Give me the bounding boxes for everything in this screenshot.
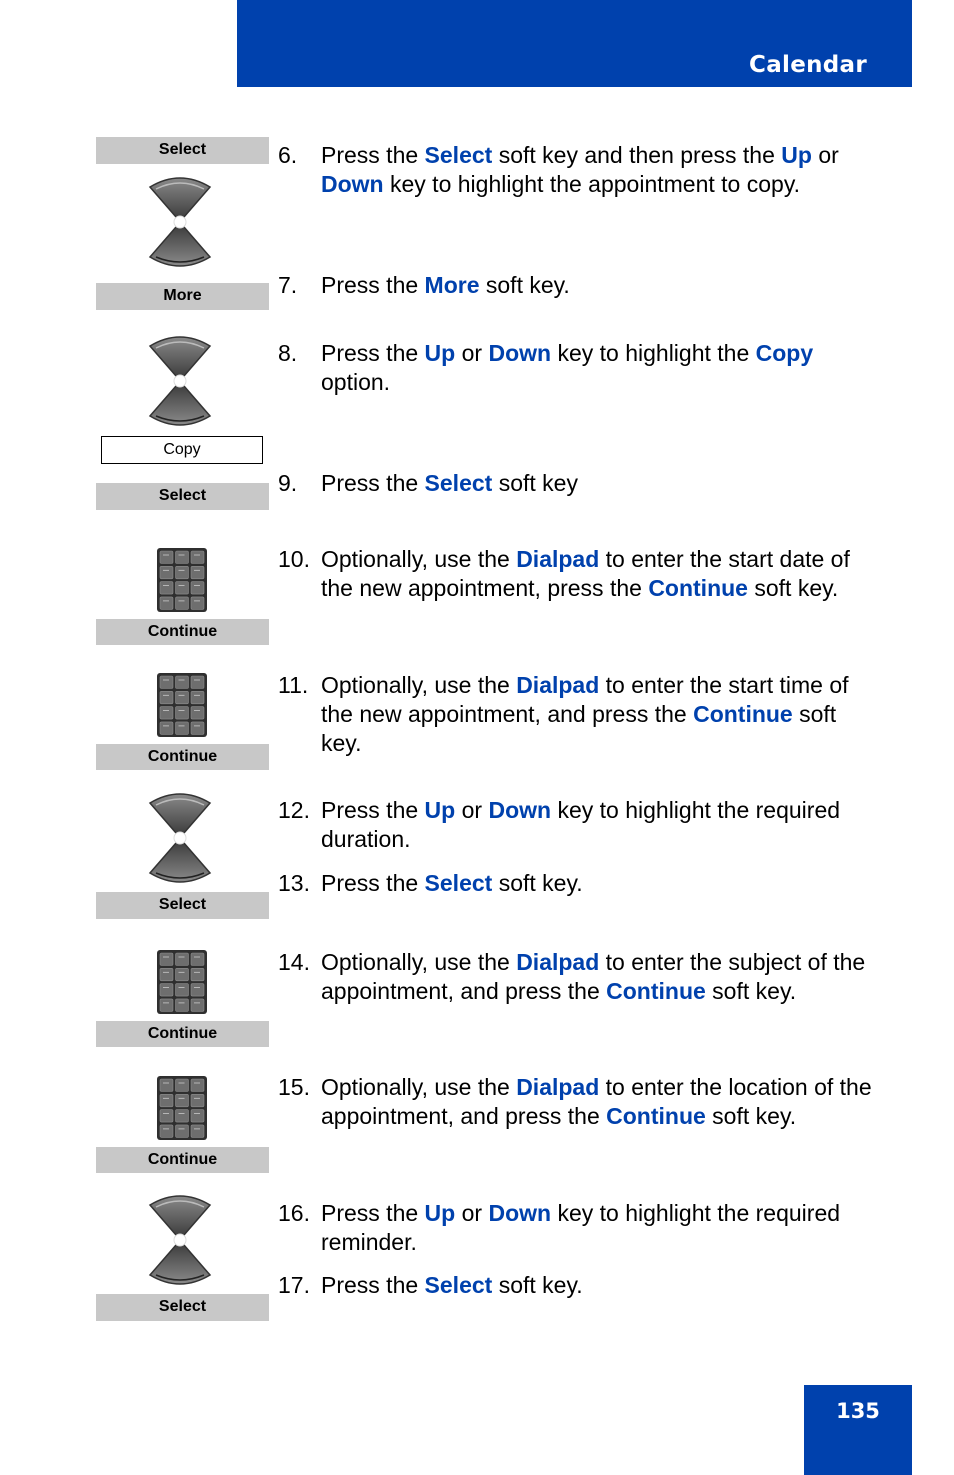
keyword: Dialpad bbox=[516, 1074, 600, 1100]
header-bar bbox=[237, 0, 912, 87]
dialpad-icon bbox=[157, 673, 207, 737]
step-number: 14. bbox=[278, 949, 310, 975]
keyword: Up bbox=[424, 1200, 456, 1226]
select-softkey: Select bbox=[96, 137, 269, 164]
step-text: Press the Select soft key bbox=[321, 470, 578, 496]
step-text: Press the Up or Down key to highlight the required duration. bbox=[321, 797, 841, 852]
keyword: Select bbox=[424, 870, 493, 896]
up-down-navigation-key-icon bbox=[148, 1191, 212, 1289]
step-text: Press the Up or Down key to highlight the required reminder. bbox=[321, 1200, 841, 1255]
keyword: Dialpad bbox=[516, 949, 600, 975]
step-text: Optionally, use the Dialpad to enter the subject of the appointment, and press the Continue soft key. bbox=[321, 949, 866, 1004]
keyword: Continue bbox=[606, 978, 706, 1004]
keyword: Dialpad bbox=[516, 672, 600, 698]
step-number: 16. bbox=[278, 1200, 310, 1226]
continue-softkey: Continue bbox=[96, 744, 269, 770]
more-softkey: More bbox=[96, 283, 269, 310]
keyword: Down bbox=[488, 1200, 552, 1226]
step-text: Press the More soft key. bbox=[321, 272, 570, 298]
step-text: Optionally, use the Dialpad to enter the start time of the new appointment, and press the Continue soft key. bbox=[321, 672, 849, 756]
step-text: Optionally, use the Dialpad to enter the location of the appointment, and press the Continue soft key. bbox=[321, 1074, 872, 1129]
step-number: 13. bbox=[278, 870, 310, 896]
step-number: 15. bbox=[278, 1074, 310, 1100]
up-down-navigation-key-icon bbox=[148, 173, 212, 271]
keyword: More bbox=[424, 272, 480, 298]
keyword: Continue bbox=[648, 575, 748, 601]
keyword: Select bbox=[424, 470, 493, 496]
continue-softkey: Continue bbox=[96, 1147, 269, 1173]
dialpad-icon bbox=[157, 950, 207, 1014]
keyword: Down bbox=[488, 797, 552, 823]
step-text: Press the Select soft key and then press the Up or Down key to highlight the appointment to copy. bbox=[321, 142, 839, 197]
keyword: Copy bbox=[755, 340, 814, 366]
page-number-box bbox=[804, 1385, 912, 1475]
keyword: Dialpad bbox=[516, 546, 600, 572]
step-number: 7. bbox=[278, 272, 298, 298]
keyword: Select bbox=[424, 1272, 493, 1298]
step-text: Press the Select soft key. bbox=[321, 1272, 583, 1298]
continue-softkey: Continue bbox=[96, 1021, 269, 1047]
step-number: 9. bbox=[278, 470, 298, 496]
select-softkey: Select bbox=[96, 1294, 269, 1321]
keyword: Down bbox=[488, 340, 552, 366]
step-text: Press the Up or Down key to highlight the Copy option. bbox=[321, 340, 814, 395]
step-number: 8. bbox=[278, 340, 298, 366]
up-down-navigation-key-icon bbox=[148, 332, 212, 430]
page-number: 135 bbox=[836, 1399, 880, 1423]
step-number: 10. bbox=[278, 546, 310, 572]
keyword: Continue bbox=[606, 1103, 706, 1129]
select-softkey: Select bbox=[96, 892, 269, 919]
keyword: Up bbox=[781, 142, 812, 168]
dialpad-icon bbox=[157, 1076, 207, 1140]
step-text: Press the Select soft key. bbox=[321, 870, 583, 896]
keyword: Up bbox=[424, 340, 456, 366]
step-number: 12. bbox=[278, 797, 310, 823]
keyword: Up bbox=[424, 797, 456, 823]
step-number: 6. bbox=[278, 142, 298, 168]
page-title: Calendar bbox=[749, 52, 867, 78]
keyword: Select bbox=[424, 142, 493, 168]
step-text: Optionally, use the Dialpad to enter the start date of the new appointment, press the Continue soft key. bbox=[321, 546, 850, 601]
up-down-navigation-key-icon bbox=[148, 789, 212, 887]
step-number: 11. bbox=[278, 672, 309, 698]
step-number: 17. bbox=[278, 1272, 310, 1298]
copy-option-box: Copy bbox=[101, 436, 263, 464]
dialpad-icon bbox=[157, 548, 207, 612]
continue-softkey: Continue bbox=[96, 619, 269, 645]
keyword: Continue bbox=[693, 701, 793, 727]
keyword: Down bbox=[321, 171, 384, 197]
select-softkey: Select bbox=[96, 483, 269, 510]
